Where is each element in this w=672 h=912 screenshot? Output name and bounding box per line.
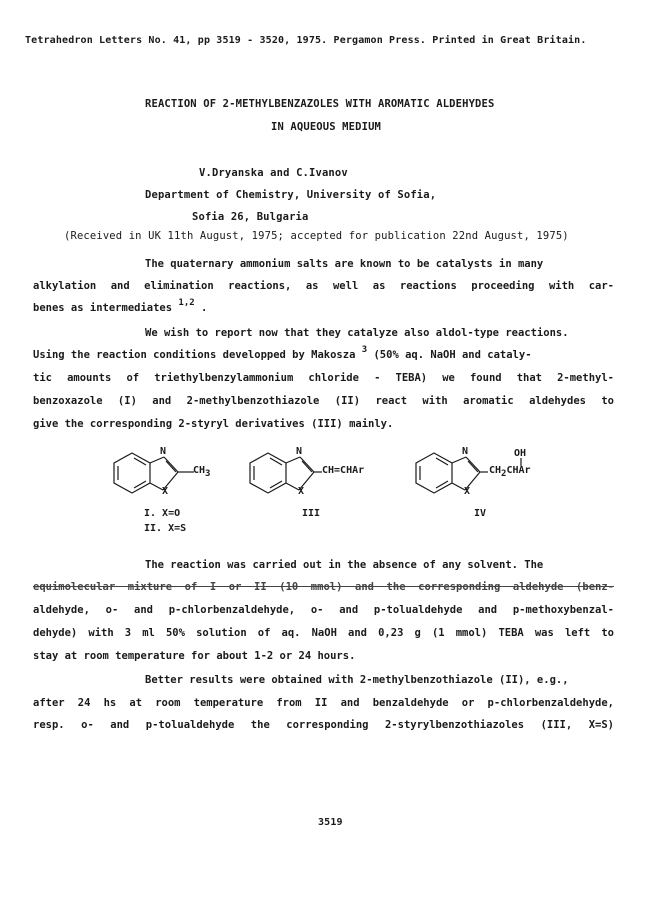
authors: V.Dryanska and C.Ivanov — [199, 167, 348, 179]
methyl-subscript: 3 — [205, 469, 211, 479]
p2-line-2-text: Using the reaction conditions developped by Makosza — [33, 349, 356, 361]
nitrogen-label: N — [296, 446, 303, 457]
nitrogen-label: N — [160, 446, 167, 457]
compound-label-I: I. X=O — [144, 508, 181, 519]
p2-line-1: We wish to report now that they catalyze also aldol-type reactions. — [145, 327, 569, 339]
compound-label-II: II. X=S — [144, 523, 187, 534]
styryl-label: CH=CHAr — [322, 465, 365, 476]
title-line-2: IN AQUEOUS MEDIUM — [271, 121, 382, 133]
x-label: X — [464, 486, 471, 497]
address: Sofia 26, Bulgaria — [192, 211, 309, 223]
p4-line-3: resp. o- and p-tolualdehyde the corresponding 2-styrylbenzothiazoles (III, X=S) — [33, 719, 614, 731]
received-dates: (Received in UK 11th August, 1975; accepted for publication 22nd August, 1975) — [64, 230, 569, 242]
side-chain-subscript: 2 — [501, 469, 507, 479]
p1-line-1: The quaternary ammonium salts are known to be catalysts in many — [145, 258, 544, 270]
side-chain-label — [489, 465, 531, 479]
x-label: X — [298, 486, 305, 497]
title-line-1: REACTION OF 2-METHYLBENZAZOLES WITH AROMATIC ALDEHYDES — [145, 98, 495, 110]
structure-2-styrylbenzazole — [236, 448, 376, 512]
p3-line-1: The reaction was carried out in the absence of any solvent. The — [145, 559, 544, 571]
p2-line-5: give the corresponding 2-styryl derivatives (III) mainly. — [33, 418, 394, 430]
side-chain-ch: CH — [489, 465, 502, 476]
p3-line-5: stay at room temperature for about 1-2 or 24 hours. — [33, 650, 356, 662]
page-number: 3519 — [318, 817, 343, 828]
p2-line-3: tic amounts of triethylbenzylammonium chloride - TEBA) we found that 2-methyl- — [33, 372, 614, 384]
methyl-text: CH — [193, 465, 206, 476]
compound-label-IV: IV — [474, 508, 487, 519]
p1-line-3-text: benes as intermediates — [33, 302, 173, 314]
p3-line-4: dehyde) with 3 ml 50% solution of aq. NaOH and 0,23 g (1 mmol) TEBA was left to — [33, 627, 614, 639]
p2-line-2 — [33, 345, 532, 361]
p4-line-2: after 24 hs at room temperature from II and benzaldehyde or p-chlorbenzaldehyde, — [33, 697, 614, 709]
side-chain-char: CHAr — [506, 465, 531, 476]
methyl-label — [193, 465, 210, 479]
p3-line-2: equimolecular mixture of I or II (10 mmol) and the corresponding aldehyde (benz- — [33, 581, 614, 593]
x-label: X — [162, 486, 169, 497]
journal-citation: Tetrahedron Letters No. 41, pp 3519 - 3520, 1975. Pergamon Press. Printed in Great Britain. — [25, 35, 587, 46]
reference-superscript: 3 — [361, 345, 368, 355]
department: Department of Chemistry, University of Sofia, — [145, 189, 437, 201]
nitrogen-label: N — [462, 446, 469, 457]
p2-line-4: benzoxazole (I) and 2-methylbenzothiazole (II) react with aromatic aldehydes to — [33, 395, 614, 407]
p1-line-3 — [33, 298, 208, 314]
structure-2-methylbenzazole — [100, 448, 240, 512]
compound-label-III: III — [302, 508, 321, 519]
hydroxyl-label: OH — [514, 448, 527, 459]
reference-superscript: 1,2 — [178, 298, 195, 308]
p4-line-1: Better results were obtained with 2-methylbenzothiazole (II), e.g., — [145, 674, 569, 686]
period: . — [201, 302, 208, 314]
p2-line-2-tail: (50% aq. NaOH and cataly- — [373, 349, 532, 361]
p3-line-3: aldehyde, o- and p-chlorbenzaldehyde, o- and p-tolualdehyde and p-methoxybenzal- — [33, 604, 614, 616]
p1-line-2: alkylation and elimination reactions, as well as reactions proceeding with car- — [33, 280, 614, 292]
